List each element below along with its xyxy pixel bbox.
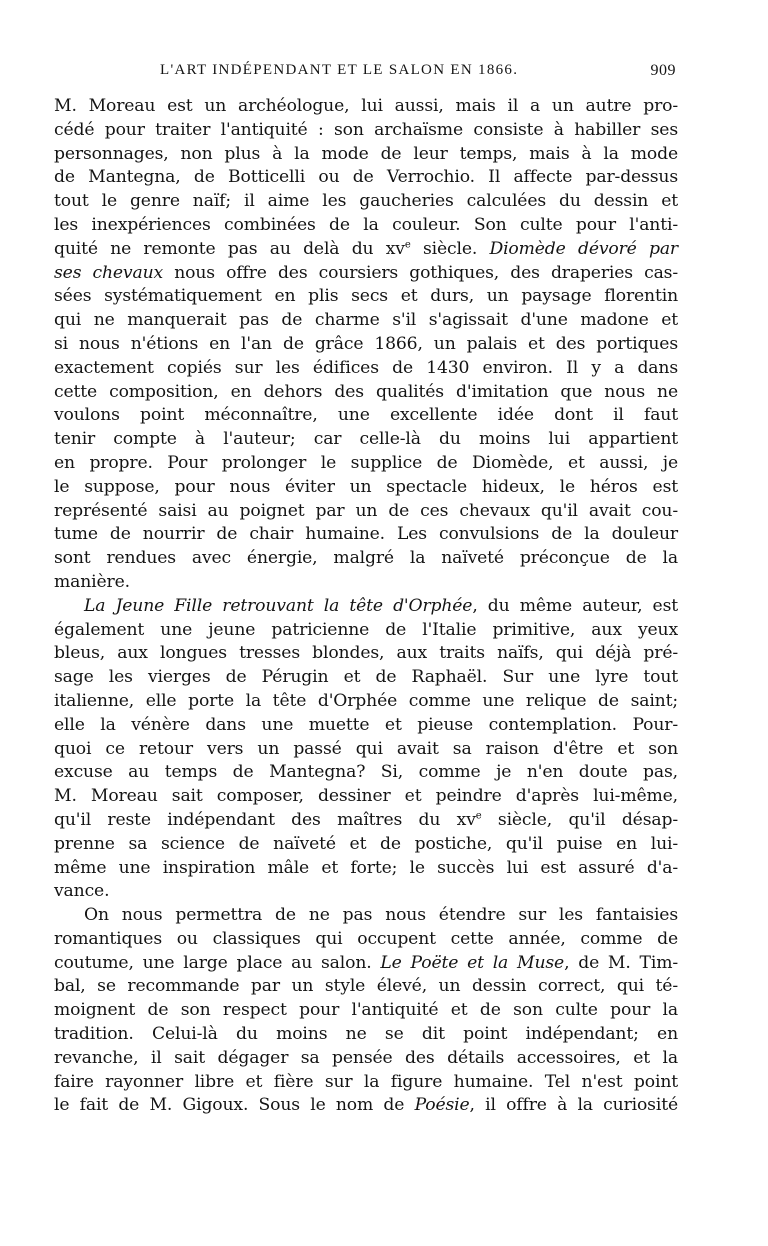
text-segment: tradition. Celui-là du moins ne se dit point indépendant; en bbox=[54, 1024, 678, 1045]
text-line bbox=[54, 928, 678, 952]
text-line bbox=[54, 357, 678, 381]
text-segment: sont rendues avec énergie, malgré la naïveté préconçue de la bbox=[54, 548, 678, 569]
text-line bbox=[54, 238, 678, 262]
text-line bbox=[54, 666, 678, 690]
text-segment: même une inspiration mâle et forte; le succès lui est assuré d'a- bbox=[54, 857, 678, 878]
text-segment: excuse au temps de Mantegna? Si, comme je n'en doute pas, bbox=[54, 762, 678, 783]
text-segment: également une jeune patricienne de l'Italie primitive, aux yeux bbox=[54, 619, 678, 640]
text-line bbox=[54, 262, 678, 286]
text-line bbox=[54, 333, 678, 357]
text-segment: qu'il reste indépendant des maîtres du xv bbox=[54, 809, 476, 830]
text-line bbox=[54, 761, 678, 785]
text-line bbox=[54, 143, 678, 167]
running-head bbox=[52, 62, 680, 86]
text-line bbox=[54, 500, 678, 524]
text-segment: faire rayonner libre et fière sur la figure humaine. Tel n'est point bbox=[54, 1071, 678, 1092]
text-line bbox=[54, 880, 678, 904]
text-line bbox=[54, 690, 678, 714]
text-line bbox=[54, 785, 678, 809]
text-segment: bal, se recommande par un style élevé, un dessin correct, qui té- bbox=[54, 976, 678, 997]
text-segment: revanche, il sait dégager sa pensée des détails accessoires, et la bbox=[54, 1047, 678, 1068]
italic-title: Diomède dévoré par bbox=[489, 238, 678, 259]
text-segment: tume de nourrir de chair humaine. Les convulsions de la douleur bbox=[54, 524, 678, 545]
body-text bbox=[54, 95, 678, 1118]
text-line bbox=[54, 595, 678, 619]
text-line bbox=[54, 1047, 678, 1071]
text-segment: le fait de M. Gigoux. Sous le nom de bbox=[54, 1095, 415, 1116]
text-line bbox=[54, 642, 678, 666]
superscript: e bbox=[475, 810, 482, 822]
italic-title: Poésie bbox=[414, 1095, 470, 1116]
text-segment: romantiques ou classiques qui occupent cette année, comme de bbox=[54, 928, 678, 949]
italic-title: La Jeune Fille retrouvant la tête d'Orphée bbox=[84, 595, 473, 616]
italic-title: ses chevaux bbox=[54, 262, 164, 283]
text-line bbox=[54, 404, 678, 428]
text-segment: personnages, non plus à la mode de leur temps, mais à la mode bbox=[54, 143, 678, 164]
text-line bbox=[54, 1071, 678, 1095]
text-line bbox=[54, 738, 678, 762]
running-title: L'ART INDÉPENDANT ET LE SALON EN 1866. bbox=[160, 62, 519, 78]
text-line bbox=[54, 523, 678, 547]
text-line bbox=[54, 95, 678, 119]
text-line bbox=[54, 904, 678, 928]
text-segment: siècle, qu'il désap- bbox=[481, 809, 678, 830]
text-line bbox=[54, 714, 678, 738]
text-segment: le suppose, pour nous éviter un spectacle hideux, le héros est bbox=[54, 476, 678, 497]
text-line bbox=[54, 309, 678, 333]
text-line bbox=[54, 1094, 678, 1118]
text-segment: cédé pour traiter l'antiquité : son archaïsme consiste à habiller ses bbox=[54, 119, 678, 140]
text-line bbox=[54, 428, 678, 452]
text-segment: elle la vénère dans une muette et pieuse contemplation. Pour- bbox=[54, 714, 678, 735]
text-line bbox=[54, 214, 678, 238]
text-segment: cette composition, en dehors des qualités d'imitation que nous ne bbox=[54, 381, 678, 402]
text-line bbox=[54, 619, 678, 643]
text-line bbox=[54, 999, 678, 1023]
text-segment: de Mantegna, de Botticelli ou de Verrochio. Il affecte par-dessus bbox=[54, 167, 678, 188]
text-segment: quité ne remonte pas au delà du xv bbox=[54, 238, 405, 259]
text-segment: sées systématiquement en plis secs et durs, un paysage florentin bbox=[54, 286, 678, 307]
text-segment: représenté saisi au poignet par un de ces chevaux qu'il avait cou- bbox=[54, 500, 678, 521]
text-line bbox=[54, 975, 678, 999]
text-line bbox=[54, 1023, 678, 1047]
text-segment: voulons point méconnaître, une excellente idée dont il faut bbox=[54, 405, 678, 426]
text-segment: tout le genre naïf; il aime les gaucheries calculées du dessin et bbox=[54, 191, 678, 212]
text-segment: qui ne manquerait pas de charme s'il s'agissait d'une madone et bbox=[54, 310, 678, 331]
text-segment: tenir compte à l'auteur; car celle-là du moins lui appartient bbox=[54, 429, 678, 450]
text-line bbox=[54, 452, 678, 476]
text-line bbox=[54, 547, 678, 571]
text-line bbox=[54, 571, 678, 595]
text-segment: manière. bbox=[54, 571, 130, 592]
text-segment: exactement copiés sur les édifices de 1430 environ. Il y a dans bbox=[54, 357, 678, 378]
text-segment: siècle. bbox=[410, 238, 490, 259]
text-line bbox=[54, 476, 678, 500]
text-segment: On nous permettra de ne pas nous étendre sur les fantaisies bbox=[84, 905, 678, 926]
text-line bbox=[54, 166, 678, 190]
text-segment: vance. bbox=[54, 881, 110, 902]
text-segment: quoi ce retour vers un passé qui avait sa raison d'être et son bbox=[54, 738, 678, 759]
text-segment: , de M. Tim- bbox=[564, 952, 679, 973]
text-segment: M. Moreau sait composer, dessiner et peindre d'après lui-même, bbox=[54, 786, 678, 807]
italic-title: Le Poëte et la Muse bbox=[380, 952, 565, 973]
text-segment: italienne, elle porte la tête d'Orphée comme une relique de saint; bbox=[54, 690, 678, 711]
text-segment: les inexpériences combinées de la couleur. Son culte pour l'anti- bbox=[54, 214, 678, 235]
text-segment: sage les vierges de Pérugin et de Raphaël. Sur une lyre tout bbox=[54, 667, 678, 688]
text-segment: nous offre des coursiers gothiques, des draperies cas- bbox=[163, 262, 678, 283]
text-segment: moignent de son respect pour l'antiquité et de son culte pour la bbox=[54, 1000, 678, 1021]
text-line bbox=[54, 381, 678, 405]
text-segment: en propre. Pour prolonger le supplice de Diomède, et aussi, je bbox=[54, 452, 678, 473]
text-line bbox=[54, 190, 678, 214]
text-line bbox=[54, 809, 678, 833]
text-segment: coutume, une large place au salon. bbox=[54, 952, 381, 973]
text-segment: , du même auteur, est bbox=[472, 595, 678, 616]
text-segment: si nous n'étions en l'an de grâce 1866, un palais et des portiques bbox=[54, 333, 678, 354]
text-segment: bleus, aux longues tresses blondes, aux traits naïfs, qui déjà pré- bbox=[54, 643, 678, 664]
page-number: 909 bbox=[650, 62, 676, 79]
text-line bbox=[54, 857, 678, 881]
text-line bbox=[54, 119, 678, 143]
text-segment: prenne sa science de naïveté et de postiche, qu'il puise en lui- bbox=[54, 833, 678, 854]
text-segment: , il offre à la curiosité bbox=[469, 1095, 678, 1116]
text-line bbox=[54, 952, 678, 976]
superscript: e bbox=[404, 239, 411, 251]
text-line bbox=[54, 285, 678, 309]
text-segment: M. Moreau est un archéologue, lui aussi, mais il a un autre pro- bbox=[54, 96, 678, 116]
text-line bbox=[54, 833, 678, 857]
